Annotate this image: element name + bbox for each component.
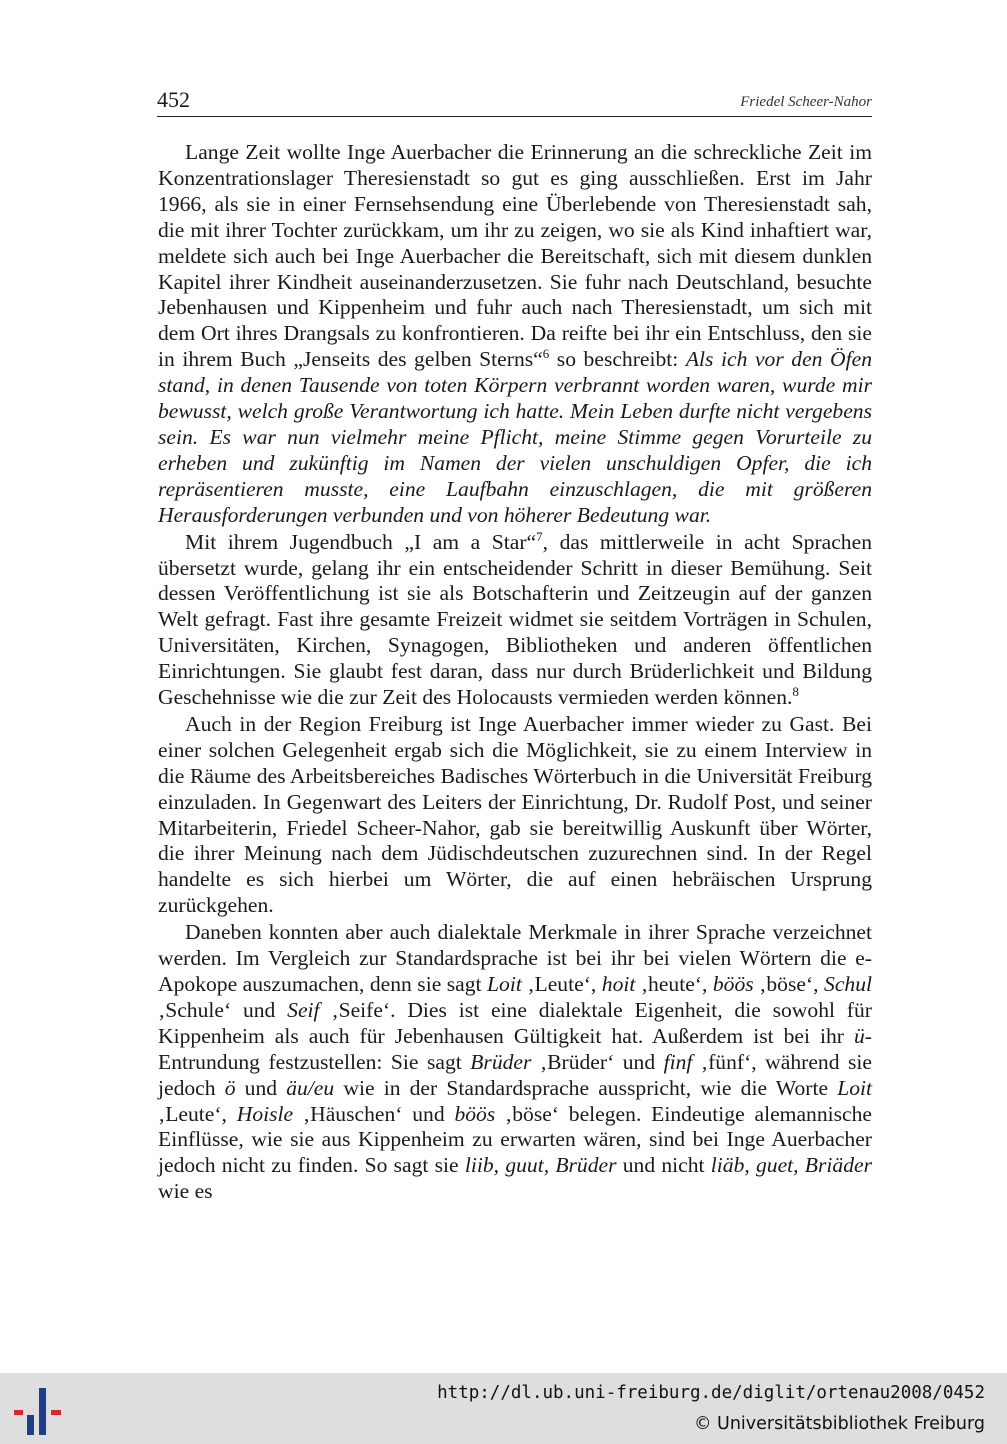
p4-example: ü xyxy=(854,1023,865,1048)
paragraph-2-text: Mit ihrem Jugendbuch „I am a Star“ xyxy=(185,529,537,554)
paragraph-2 xyxy=(158,530,872,711)
p4-example: Hoisle xyxy=(236,1101,294,1126)
p4-example: äu/eu xyxy=(286,1075,335,1100)
p4-example: Seif xyxy=(287,997,320,1022)
ub-freiburg-logo-icon xyxy=(12,1383,64,1437)
p4-text: ‚fünf‘, während sie jedoch xyxy=(158,1049,872,1100)
footer-bar xyxy=(0,1373,1007,1444)
body-text xyxy=(158,140,872,1205)
footnote-ref-8: 8 xyxy=(792,684,799,700)
p4-text: ‚Seife‘. Dies ist eine dialektale Eigenheit, die sowohl für Kippenheim als auch für Jebenhausen Gültigkeit hat. Außerdem ist bei ihr xyxy=(158,997,872,1048)
p4-example: böös xyxy=(454,1101,496,1126)
footer-url-link[interactable]: http://dl.ub.uni-freiburg.de/diglit/ortenau2008/0452 xyxy=(437,1383,985,1403)
p4-text: ‚Leute‘, xyxy=(158,1101,237,1126)
footer-copyright: © Universitätsbibliothek Freiburg xyxy=(693,1414,985,1434)
p4-text: ‚Brüder‘ und xyxy=(531,1049,664,1074)
p4-text: und xyxy=(235,1075,287,1100)
p4-example: liäb, guet, Briäder xyxy=(710,1153,872,1178)
paragraph-4 xyxy=(158,920,872,1205)
p4-example: ö xyxy=(224,1075,236,1100)
p4-example: böös xyxy=(712,972,754,996)
paragraph-2-text-2: , das mittlerweile in acht Sprachen übersetzt wurde, gelang ihr ein entscheidender Schritt in dieser Bemühung. Seit dessen Veröffentlichung ist sie als Botschafterin und Zeitzeugin auf der ganzen Welt gefragt. Fast ihre gesamte Freizeit widmet sie seitdem Vorträgen in Schulen, Universitäten, Kirchen, Synagogen, Bibliotheken und anderen öffentlichen Einrichtungen. Sie glaubt fest daran, dass nur durch Brüderlichkeit und Bildung Geschehnisse wie die zur Zeit des Holocausts vermieden werden können. xyxy=(158,529,872,710)
running-head: Friedel Scheer-Nahor xyxy=(740,94,872,110)
p4-text: ‚böse‘, xyxy=(753,972,825,996)
logo-blue-bar-tall xyxy=(39,1388,46,1435)
p4-text: ‚Häuschen‘ und xyxy=(293,1101,455,1126)
p4-text: wie es xyxy=(158,1179,213,1204)
footnote-ref-6: 6 xyxy=(542,346,550,362)
paragraph-1-text-2: so beschreibt: xyxy=(549,347,686,372)
p4-text: ‚Leute‘, xyxy=(521,972,602,996)
p4-example: liib, guut, Brüder xyxy=(464,1153,617,1178)
quotation: Als ich vor den Öfen stand, in denen Tausende von toten Körpern verbrannt worden waren, wurde mir bewusst, welch große Verantwortung ich hatte. Mein Leben durfte nicht vergebens sein. Es war nun vielmehr meine Pflicht, meine Stimme gegen Vorurteile zu erheben und zukünftig im Namen der vielen unschuldigen Opfer, die ich repräsentieren musste, eine Laufbahn einzuschlagen, die mit größeren Herausforderungen verbunden und von höherer Bedeutung war. xyxy=(158,347,872,527)
p4-example: hoit xyxy=(601,972,636,996)
paragraph-3: Auch in der Region Freiburg ist Inge Auerbacher immer wieder zu Gast. Bei einer solchen Gelegenheit ergab sich die Möglichkeit, sie zu einem Interview in die Räume des Arbeitsbereiches Badisches Wörterbuch in die Universität Freiburg einzuladen. In Gegenwart des Leiters der Einrichtung, Dr. Rudolf Post, und seiner Mitarbeiterin, Friedel Scheer-Nahor, gab sie bereitwillig Auskunft über Wörter, die ihrer Meinung nach dem Jüdischdeutschen zuzurechnen sind. In der Regel handelte es sich hierbei um Wörter, die auf einen hebräischen Ursprung zurückgehen. xyxy=(158,711,872,918)
logo-red-dash-left xyxy=(14,1410,23,1415)
p4-example: Brüder xyxy=(470,1049,532,1074)
p4-text: und nicht xyxy=(616,1153,711,1178)
p4-text: Daneben konnten aber auch dialektale Merkmale in ihrer Sprache verzeichnet werden. Im Vergleich zur Standardsprache ist bei ihr bei vielen Wörtern die e-Apokope auszumachen, denn sie sagt xyxy=(158,920,872,996)
p4-text: -Entrundung festzustellen: Sie sagt xyxy=(158,1023,872,1074)
page-header xyxy=(157,86,872,117)
page-number: 452 xyxy=(157,87,190,112)
p4-text: ‚böse‘ belegen. Eindeutige alemannische Einflüsse, wie sie aus Kippenheim zu erwarten wären, sind bei Inge Auerbacher jedoch nicht zu finden. So sagt sie xyxy=(158,1101,872,1178)
paragraph-1 xyxy=(158,140,872,529)
logo-red-dash-right xyxy=(51,1410,61,1415)
p4-text: wie in der Standardsprache ausspricht, wie die Worte xyxy=(334,1075,838,1100)
p4-example: Loit xyxy=(837,1075,872,1100)
p4-text: ‚heute‘, xyxy=(635,972,713,996)
p4-example: finf xyxy=(663,1049,693,1074)
p4-example: Loit xyxy=(487,972,522,996)
footnote-ref-7: 7 xyxy=(536,528,543,544)
logo-blue-bar-short xyxy=(27,1415,34,1435)
paragraph-1-text: Lange Zeit wollte Inge Auerbacher die Erinnerung an die schreckliche Zeit im Konzentrationslager Theresienstadt so gut es ging ausschließen. Erst im Jahr 1966, als sie in einer Fernsehsendung eine Überlebende von Theresienstadt sah, die mit ihrer Tochter zurückkam, um ihr zu zeigen, wo sie als Kind inhaftiert war, meldete sich auch bei Inge Auerbacher die Bereitschaft, sich mit diesem dunklen Kapitel ihrer Kindheit auseinanderzusetzen. Sie fuhr nach Deutschland, besuchte Jebenhausen und Kippenheim und fuhr auch nach Theresienstadt, um sich mit dem Ort ihres Drangsals zu konfrontieren. Da reifte bei ihr ein Entschluss, den sie in ihrem Buch „Jenseits des gelben Sterns“ xyxy=(158,140,872,372)
p4-example: Schul xyxy=(824,972,872,996)
p4-text: ‚Schule‘ und xyxy=(158,997,288,1022)
